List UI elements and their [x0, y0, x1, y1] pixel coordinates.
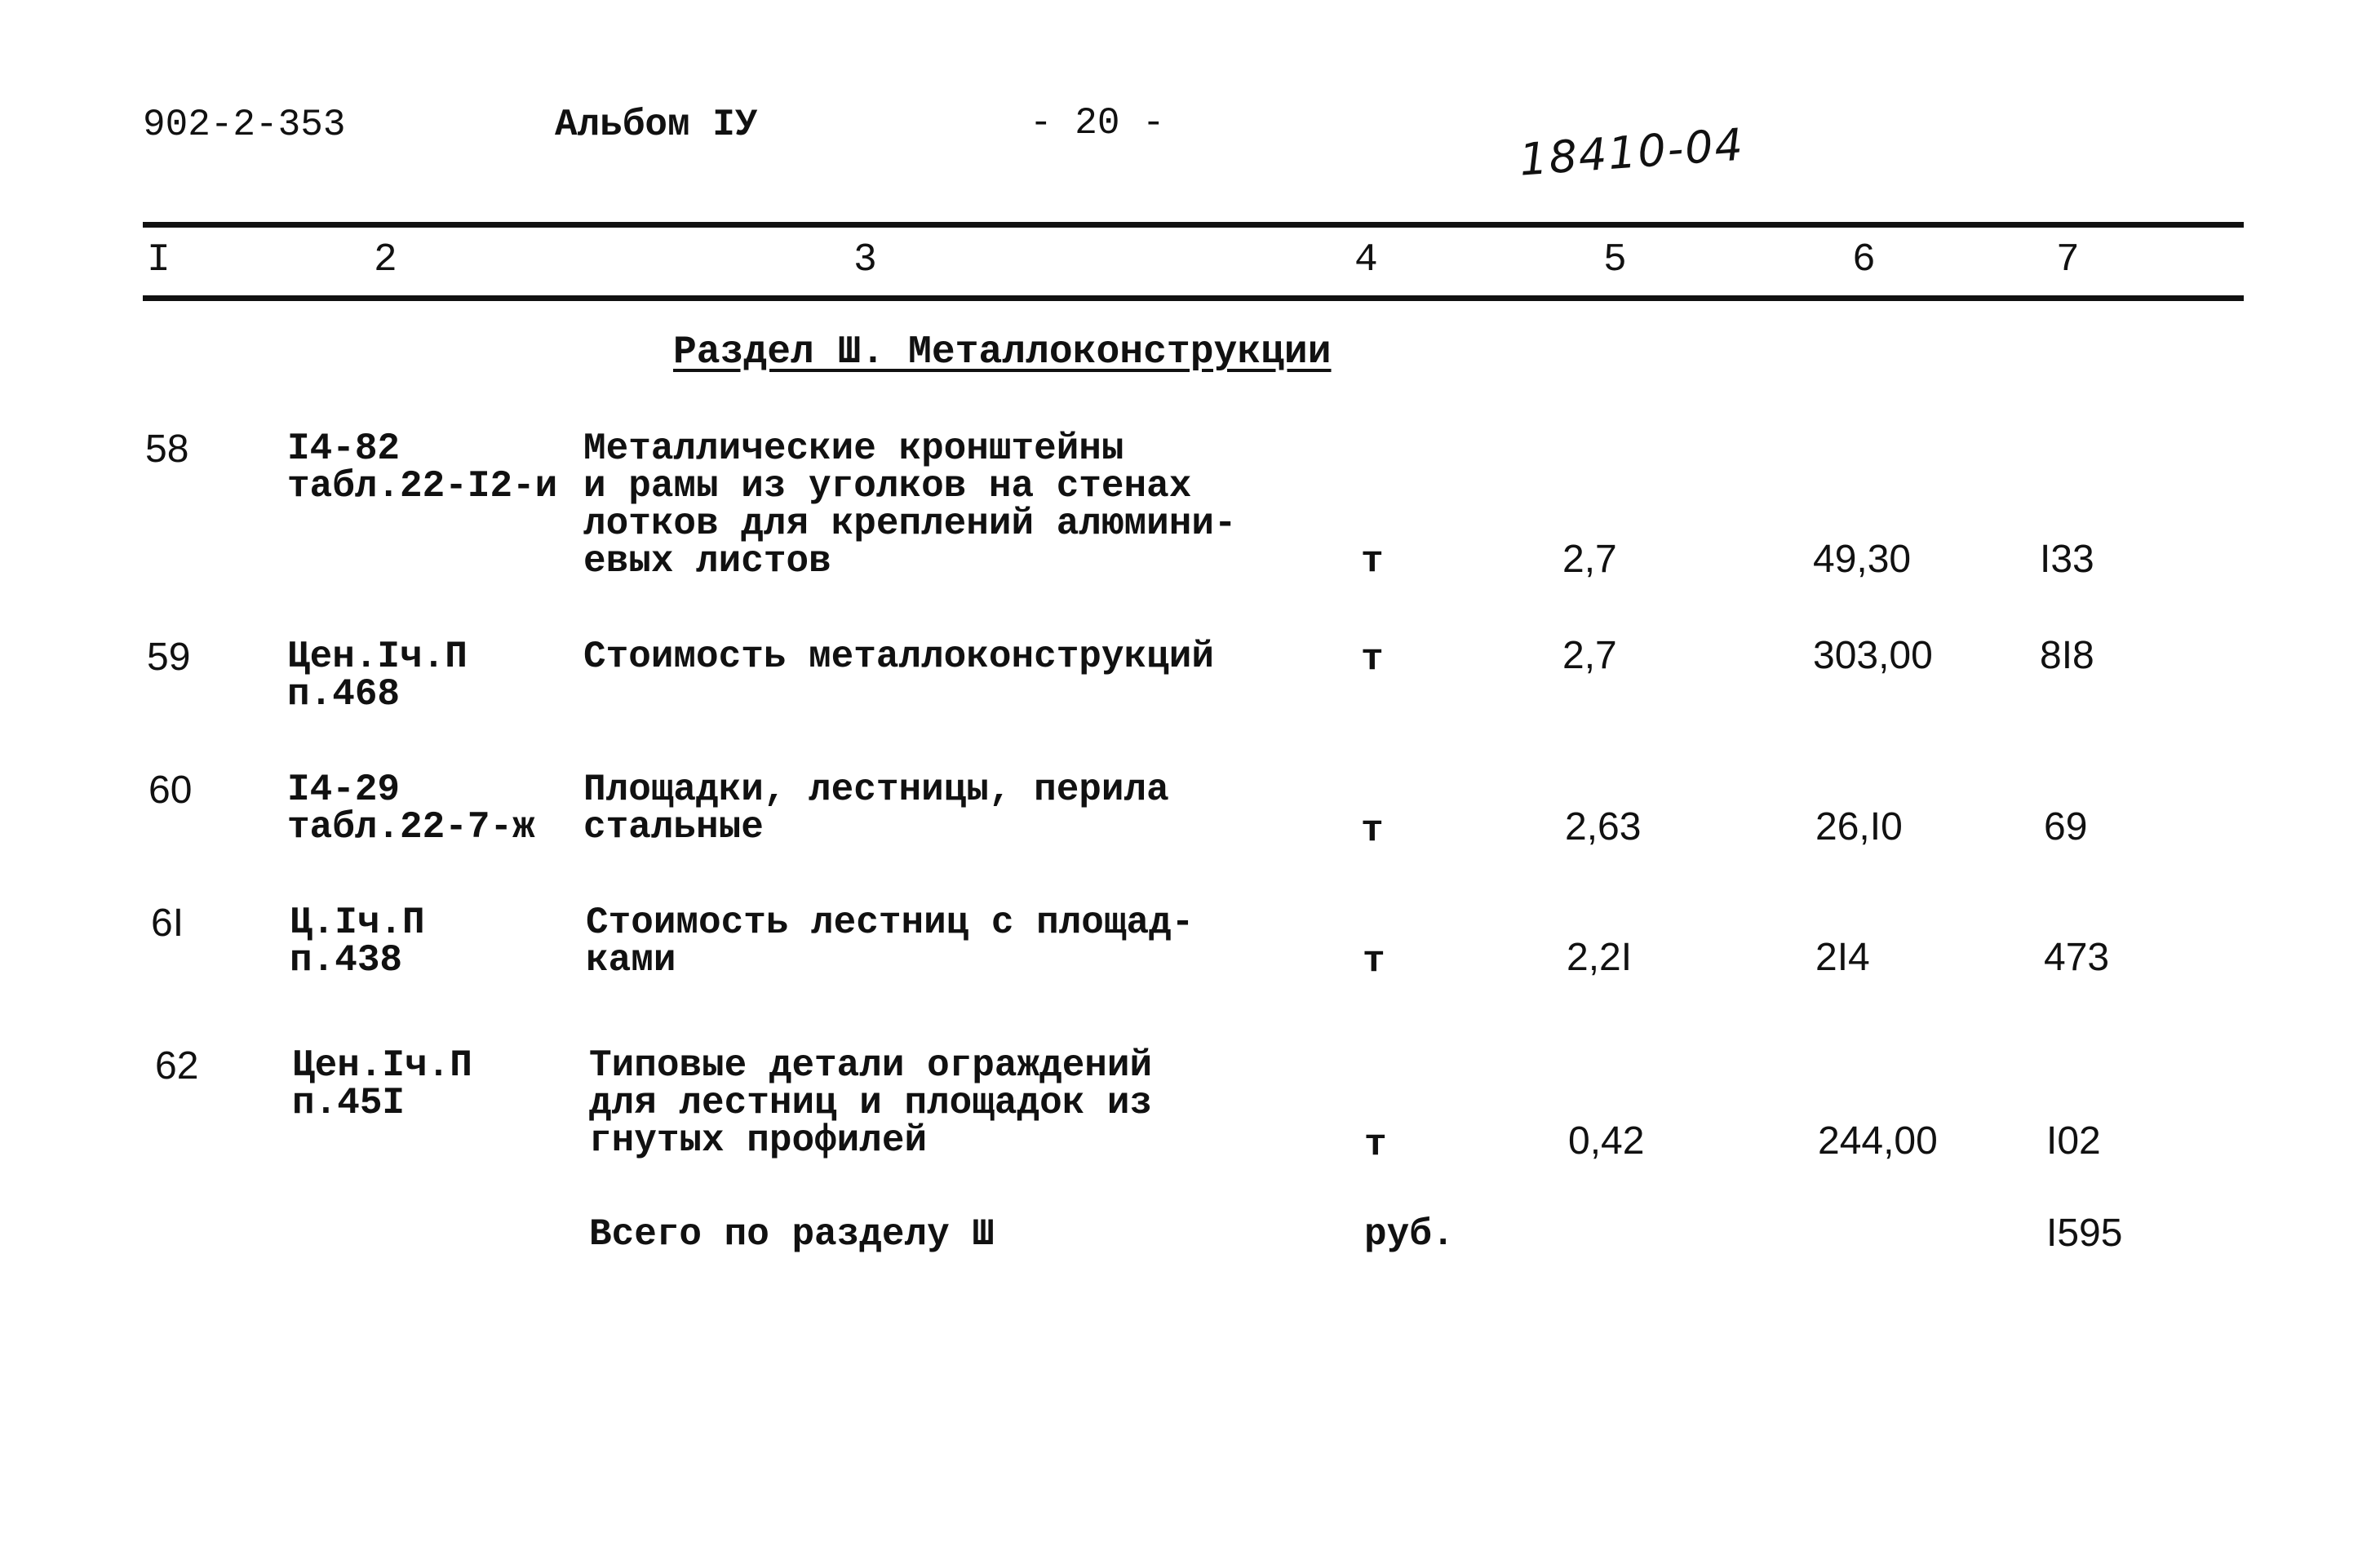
row-unit: т — [1361, 809, 1384, 852]
row-total: I02 — [2046, 1119, 2101, 1163]
row-total: 473 — [2044, 936, 2110, 979]
col-header-2: 2 — [374, 238, 397, 282]
row-reference: Ц.Iч.П п.438 — [290, 902, 425, 981]
row-reference: Цен.Iч.П п.45I — [292, 1044, 472, 1124]
row-description: Стоимость лестниц с площад- ками — [586, 902, 1194, 981]
col-header-6: 6 — [1852, 238, 1876, 282]
row-unit: т — [1361, 540, 1384, 583]
col-header-1: I — [147, 238, 171, 282]
header-bottom-rule — [143, 295, 2244, 301]
row-description: Типовые детали ограждений для лестниц и площадок из гнутых профилей — [589, 1044, 1153, 1162]
section-total-unit: руб. — [1364, 1213, 1455, 1256]
row-description: Металлические кронштейны и рамы из уголков на стенах лотков для креплений алюмини- евых листов — [583, 428, 1237, 583]
col-header-5: 5 — [1603, 238, 1627, 282]
col-header-3: 3 — [853, 238, 877, 282]
row-unit: т — [1361, 638, 1384, 680]
row-price: 303,00 — [1813, 634, 1933, 677]
top-rule — [143, 222, 2244, 228]
row-number: 58 — [145, 428, 189, 471]
section-total-value: I595 — [2046, 1212, 2123, 1255]
col-header-7: 7 — [2056, 238, 2080, 282]
row-total: 8I8 — [2040, 634, 2094, 677]
row-quantity: 2,63 — [1565, 805, 1642, 849]
row-number: 62 — [155, 1044, 199, 1088]
row-price: 26,I0 — [1815, 805, 1903, 849]
row-total: 69 — [2044, 805, 2088, 849]
page-number: - 20 - — [1030, 102, 1165, 144]
row-quantity: 2,2I — [1567, 936, 1633, 979]
section-title: Раздел Ш. Металлоконструкции — [673, 330, 1332, 374]
row-description: Стоимость металлоконструкций — [583, 636, 1214, 678]
section-total-label: Всего по разделу Ш — [589, 1213, 995, 1256]
row-total: I33 — [2040, 538, 2094, 581]
row-price: 2I4 — [1815, 936, 1870, 979]
row-price: 244,00 — [1818, 1119, 1938, 1163]
album-label: Альбом IУ — [555, 104, 758, 146]
row-quantity: 2,7 — [1562, 538, 1617, 581]
row-quantity: 2,7 — [1562, 634, 1617, 677]
row-number: 6I — [151, 902, 184, 945]
row-quantity: 0,42 — [1568, 1119, 1645, 1163]
col-header-4: 4 — [1354, 238, 1378, 282]
row-number: 60 — [148, 769, 193, 812]
row-unit: т — [1364, 1123, 1387, 1166]
row-number: 59 — [147, 636, 191, 679]
document-code: 902-2-353 — [143, 104, 346, 146]
row-reference: I4-29 табл.22-7-ж — [287, 769, 535, 849]
row-unit: т — [1363, 940, 1385, 982]
row-description: Площадки, лестницы, перила стальные — [583, 769, 1169, 849]
handwritten-number: 18410-04 — [1518, 118, 1746, 186]
row-reference: I4-82 табл.22-I2-и — [287, 428, 558, 507]
row-reference: Цен.Iч.П п.468 — [287, 636, 468, 716]
row-price: 49,30 — [1813, 538, 1912, 581]
